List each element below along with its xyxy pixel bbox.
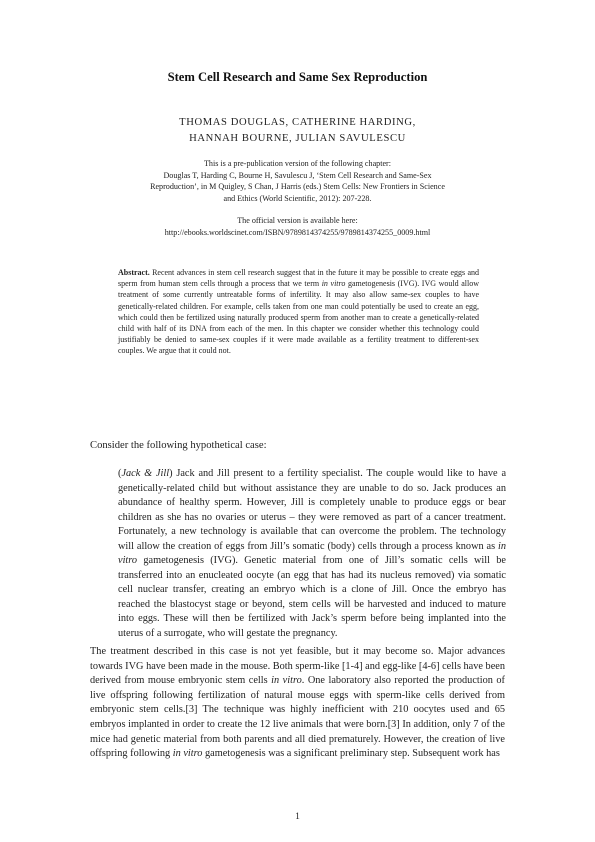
official-url[interactable]: http://ebooks.worldscinet.com/ISBN/9789814374255/9789814374255_0009.html	[164, 227, 431, 237]
abstract-text-2: gametogenesis (IVG). IVG would allow treatment of some currently untreatable forms of infertility. It may also allow same-sex couples to have genetically-related children. For example, cells taken from one man could potentially be used to create an egg, which could then be fertilized using naturally produced sperm from another man to create a genetically-related child with half of its DNA from each of the men. In this chapter we consider whether this technology could justifiably be denied to same-sex couples if it were made available as a fertility treatment to different-sex couples. We argue that it could not.	[118, 279, 479, 356]
prepub-line-1: This is a pre-publication version of the following chapter:	[203, 159, 391, 168]
case-text-2: gametogenesis (IVG). Genetic material from one of Jill’s somatic cells will be transferred into an enucleated oocyte (an egg that has had its nucleus removed) via somatic cell nuclear transfer, creating an embryo which is a clone of Jill. Once the embryo has reached the blastocyst stage or beyond, stem cells will be harvested and induced to mature into eggs. These will then be fertilized with Jack’s sperm before being implanted into the uterus of a surrogate, who will gestate the pregnancy.	[118, 555, 506, 639]
prepub-line-3: Reproduction’, in M Quigley, S Chan, J Harris (eds.) Stem Cells: New Frontiers in Science	[150, 182, 445, 192]
author-line-1: THOMAS DOUGLAS, CATHERINE HARDING,	[179, 117, 416, 128]
case-open-paren: (	[118, 468, 122, 479]
prepublication-note	[90, 158, 505, 205]
lead-sentence: Consider the following hypothetical case:	[90, 440, 267, 451]
page-number: 1	[295, 812, 300, 822]
body-paragraph	[90, 645, 505, 762]
case-label: Jack & Jill	[121, 468, 170, 479]
case-close-paren: )	[169, 468, 173, 479]
official-version-note	[90, 215, 505, 238]
case-italic: in vitro	[118, 540, 506, 566]
prepub-line-2: Douglas T, Harding C, Bourne H, Savulescu J, ‘Stem Cell Research and Same-Sex	[163, 170, 432, 180]
paper-title: Stem Cell Research and Same Sex Reproduction	[167, 70, 428, 84]
para-text-2: . One laboratory also reported the production of live offspring following fertilization of natural mouse eggs with sperm-like cells derived from embryonic stem cells.[3] The technique was highly inefficient with 210 oocytes used and 65 embryos implanted in order to create the 12 live animals that were born.[3] In addition, only 7 of the mice had genetic material from both parents and all died prematurely. However, the creation of live offspring following	[90, 675, 505, 760]
para-text-3: gametogenesis was a significant preliminary step. Subsequent work has	[202, 748, 500, 760]
para-italic-1: in vitro	[271, 675, 302, 687]
para-italic-2: in vitro	[172, 748, 203, 760]
author-line-2: HANNAH BOURNE, JULIAN SAVULESCU	[189, 133, 406, 144]
abstract	[118, 267, 479, 357]
prepub-line-4: and Ethics (World Scientific, 2012): 207-228.	[223, 194, 372, 204]
para-text-1: The treatment described in this case is not yet feasible, but it may become so. Major advances towards IVG have been made in the mouse. Both sperm-like [1-4] and egg-like [4-6] cells have been derived from mouse embryonic stem cells	[90, 646, 505, 687]
official-line-1: The official version is available here:	[237, 216, 358, 225]
abstract-label: Abstract.	[118, 268, 150, 277]
case-block	[118, 467, 506, 641]
abstract-text-1: Recent advances in stem cell research suggest that in the future it may be possible to create eggs and sperm from human stem cells through a process that we term	[118, 268, 479, 289]
case-text-1: Jack and Jill present to a fertility specialist. The couple would like to have a genetically-related child but without assistance they are unable to do so. Jack produces an abundance of healthy sperm. However, Jill is completely unable to produce eggs or bear children as she has no ovaries or uterus – they were removed as part of a cancer treatment. Fortunately, a new technology is available that can overcome the problem. The technology will allow the creation of eggs from Jill’s somatic (body) cells through a process known as	[118, 468, 507, 552]
abstract-italic: in vitro	[321, 279, 346, 289]
author-list	[0, 115, 595, 147]
